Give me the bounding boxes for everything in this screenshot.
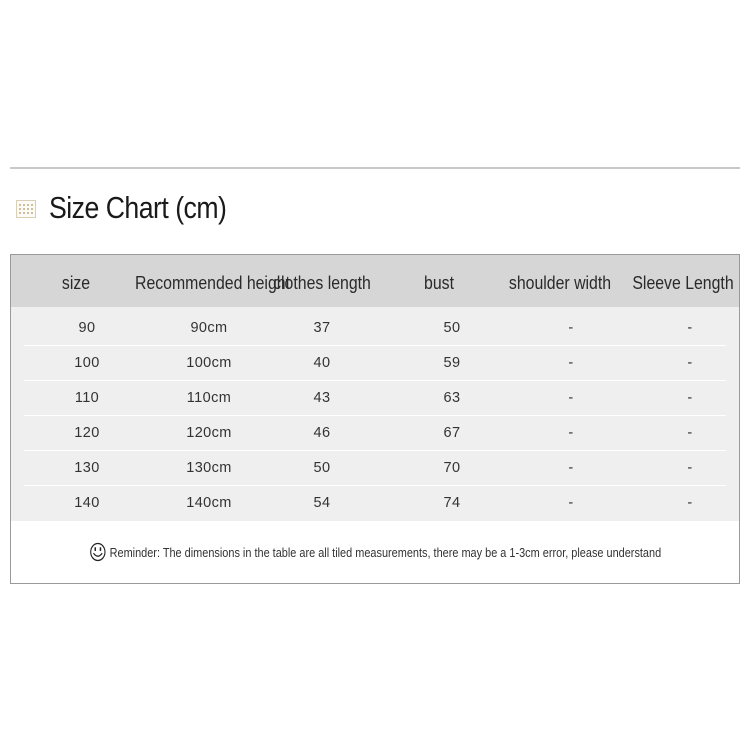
page-title: Size Chart (cm) xyxy=(49,190,227,225)
header-size: size xyxy=(61,273,91,293)
size-table xyxy=(10,254,740,584)
cell-sleeve-length: - xyxy=(687,425,693,441)
cell-clothes-length: 50 xyxy=(313,460,331,476)
cell-bust: 70 xyxy=(443,460,461,476)
cell-size: 110 xyxy=(74,390,100,406)
header-sleeve-length: Sleeve Length xyxy=(632,273,734,293)
reminder-row xyxy=(11,521,739,583)
cell-sleeve-length: - xyxy=(687,390,693,406)
cell-clothes-length: 54 xyxy=(313,495,331,511)
cell-clothes-length: 43 xyxy=(313,390,331,406)
cell-shoulder-width: - xyxy=(568,425,574,441)
table-body xyxy=(11,307,739,521)
header-shoulder-width: shoulder width xyxy=(508,273,612,293)
table-row xyxy=(24,310,726,346)
cell-clothes-length: 37 xyxy=(313,320,331,336)
smiley-face-icon xyxy=(89,542,106,562)
header-clothes-length: clothes length xyxy=(273,273,371,293)
header-bust: bust xyxy=(424,273,454,293)
reminder-text: Reminder: The dimensions in the table are all tiled measurements, there may be a 1-3cm error, please understand xyxy=(109,544,661,560)
cell-shoulder-width: - xyxy=(568,320,574,336)
table-header-row xyxy=(11,255,739,307)
title-row xyxy=(16,186,255,230)
cell-clothes-length: 46 xyxy=(313,425,331,441)
top-divider xyxy=(10,167,740,169)
table-row xyxy=(24,380,726,416)
table-grid-icon xyxy=(16,200,36,218)
cell-clothes-length: 40 xyxy=(313,355,331,371)
cell-recommended-height: 140cm xyxy=(186,495,232,511)
cell-recommended-height: 90cm xyxy=(190,320,228,336)
cell-recommended-height: 110cm xyxy=(186,390,232,406)
cell-size: 90 xyxy=(78,320,96,336)
cell-recommended-height: 100cm xyxy=(186,355,232,371)
cell-recommended-height: 120cm xyxy=(186,425,232,441)
cell-shoulder-width: - xyxy=(568,355,574,371)
cell-bust: 50 xyxy=(443,320,461,336)
cell-shoulder-width: - xyxy=(568,460,574,476)
table-row xyxy=(24,345,726,381)
cell-size: 120 xyxy=(74,425,100,441)
cell-bust: 67 xyxy=(443,425,461,441)
cell-bust: 63 xyxy=(443,390,461,406)
cell-size: 100 xyxy=(74,355,100,371)
header-recommended-height: Recommended height xyxy=(135,273,290,293)
cell-bust: 59 xyxy=(443,355,461,371)
cell-sleeve-length: - xyxy=(687,495,693,511)
table-row xyxy=(24,485,726,520)
table-row xyxy=(24,450,726,486)
cell-sleeve-length: - xyxy=(687,355,693,371)
table-row xyxy=(24,415,726,451)
cell-size: 140 xyxy=(74,495,100,511)
cell-sleeve-length: - xyxy=(687,460,693,476)
cell-recommended-height: 130cm xyxy=(186,460,232,476)
cell-sleeve-length: - xyxy=(687,320,693,336)
cell-shoulder-width: - xyxy=(568,390,574,406)
cell-shoulder-width: - xyxy=(568,495,574,511)
cell-size: 130 xyxy=(74,460,100,476)
cell-bust: 74 xyxy=(443,495,461,511)
